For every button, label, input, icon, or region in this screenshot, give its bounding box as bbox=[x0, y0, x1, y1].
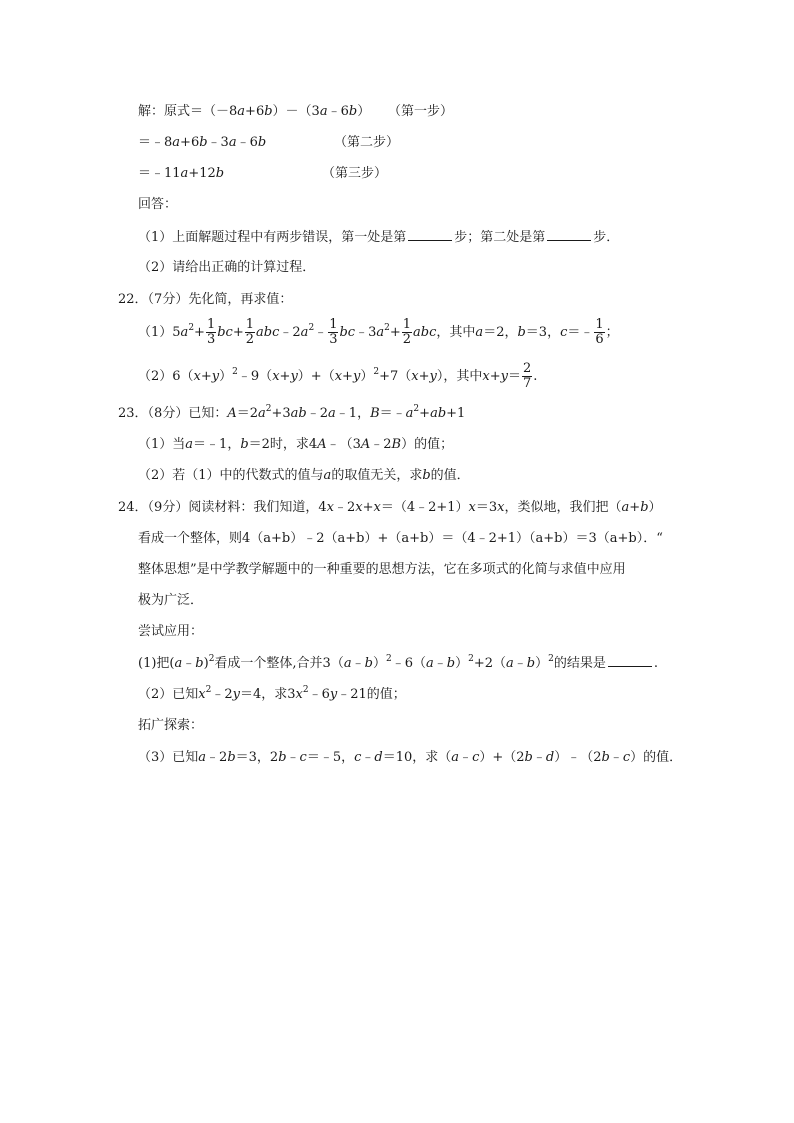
var: bc bbox=[339, 325, 356, 340]
exponent: 2 bbox=[468, 654, 474, 664]
step-label-1: （第一步） bbox=[388, 104, 454, 119]
var: x bbox=[193, 369, 201, 384]
text: ＝3 bbox=[475, 500, 498, 515]
var: b bbox=[264, 104, 273, 119]
var: b bbox=[422, 468, 431, 483]
text: ﹣ bbox=[351, 656, 365, 671]
var: bc bbox=[217, 325, 233, 340]
text: ＝﹣ bbox=[379, 406, 406, 421]
text: + bbox=[629, 500, 641, 515]
fraction bbox=[522, 362, 532, 391]
text: ，其中 bbox=[436, 325, 476, 340]
var: b bbox=[446, 656, 456, 671]
exponent: 2 bbox=[302, 685, 309, 695]
text: ＝﹣11 bbox=[138, 166, 181, 181]
var: x bbox=[468, 500, 476, 515]
text: 的值． bbox=[430, 468, 470, 483]
text: ﹣6（ bbox=[391, 656, 426, 671]
var: x bbox=[198, 687, 206, 702]
text: 解：原式＝（－8 bbox=[138, 104, 238, 119]
text: ＝2时，求4 bbox=[248, 437, 318, 452]
var: b bbox=[601, 750, 610, 765]
text: 的结果是 bbox=[553, 656, 606, 671]
text: ﹣ bbox=[609, 750, 623, 765]
var: a bbox=[425, 656, 434, 671]
text: ＝﹣1， bbox=[193, 437, 241, 452]
fraction bbox=[206, 318, 216, 347]
var: a bbox=[172, 135, 181, 150]
answer-blank bbox=[608, 654, 652, 667]
text: （3）已知 bbox=[138, 750, 199, 765]
text: ＝﹣ bbox=[567, 325, 594, 340]
text: ﹣2 bbox=[279, 325, 301, 340]
exponent: 2 bbox=[413, 404, 420, 414]
text: 步；第二处是第 bbox=[454, 230, 546, 245]
exponent: 2 bbox=[188, 323, 195, 333]
var: a bbox=[343, 656, 352, 671]
text: . bbox=[653, 656, 659, 671]
denominator: 3 bbox=[206, 332, 216, 347]
text: + bbox=[194, 325, 205, 340]
problem-24-1 bbox=[138, 654, 658, 673]
var: a bbox=[451, 750, 460, 765]
text: ） bbox=[535, 656, 549, 671]
text: ＝4，求3 bbox=[240, 687, 296, 702]
text: ﹣ bbox=[286, 750, 300, 765]
text: ） bbox=[455, 656, 469, 671]
var: b bbox=[278, 750, 287, 765]
text: ＝2 bbox=[236, 406, 258, 421]
var: x bbox=[373, 500, 381, 515]
exponent: 2 bbox=[373, 367, 380, 377]
text: ），其中 bbox=[436, 369, 483, 384]
text: ﹣2 bbox=[206, 750, 228, 765]
exponent: 2 bbox=[385, 654, 392, 664]
exponent: 2 bbox=[205, 685, 212, 695]
text: . bbox=[533, 369, 538, 384]
denominator: 6 bbox=[595, 332, 604, 347]
text: （1）当 bbox=[138, 437, 186, 452]
var: y bbox=[429, 369, 437, 384]
text: +12 bbox=[188, 166, 216, 181]
var: a bbox=[180, 166, 189, 181]
text: ＝ bbox=[507, 369, 521, 384]
text: ＝2， bbox=[483, 325, 518, 340]
text: +6 bbox=[245, 104, 265, 119]
var: a bbox=[319, 104, 328, 119]
text: ﹣2 bbox=[211, 687, 233, 702]
var: a bbox=[180, 325, 189, 340]
text: ﹣9（ bbox=[237, 369, 273, 384]
text: +1 bbox=[446, 406, 466, 421]
text: ）的值； bbox=[401, 437, 454, 452]
var: a bbox=[174, 656, 183, 671]
var: x bbox=[411, 369, 419, 384]
var: d bbox=[545, 750, 555, 765]
var: a bbox=[185, 437, 194, 452]
exponent: 2 bbox=[265, 404, 272, 414]
var: b bbox=[215, 166, 225, 181]
numerator: 1 bbox=[402, 317, 412, 332]
exponent: 2 bbox=[384, 323, 390, 333]
problem-23-2 bbox=[138, 467, 470, 485]
problem-24-line-3: 整体思想”是中学教学解题中的一种重要的思想方法，它在多项式的化简与求值中应用 bbox=[138, 562, 626, 577]
var: c bbox=[622, 750, 631, 765]
text: ，类似地，我们把（ bbox=[504, 500, 622, 515]
var: b bbox=[364, 656, 373, 671]
text: ﹣ bbox=[433, 656, 447, 671]
numerator: 1 bbox=[595, 317, 604, 332]
problem-24-3 bbox=[138, 749, 682, 767]
text: 步． bbox=[593, 230, 620, 245]
text: + bbox=[418, 369, 430, 384]
var: b bbox=[517, 325, 526, 340]
text: ）+（2 bbox=[479, 750, 525, 765]
text: ) bbox=[203, 656, 209, 671]
var: x bbox=[326, 500, 334, 515]
text: ﹣（3 bbox=[326, 437, 361, 452]
var: y bbox=[290, 369, 298, 384]
exponent: 2 bbox=[308, 323, 315, 333]
var: a bbox=[228, 135, 237, 150]
problem-22-1 bbox=[138, 318, 619, 347]
text: ﹣3 bbox=[355, 325, 377, 340]
text: 23．（8分）已知： bbox=[118, 406, 228, 421]
text: ＝3， bbox=[525, 325, 561, 340]
var: b bbox=[526, 656, 536, 671]
text: ﹣ bbox=[182, 656, 196, 671]
answer-label: 回答： bbox=[138, 197, 178, 212]
var: b bbox=[640, 500, 649, 515]
var: A bbox=[360, 437, 371, 452]
var: x bbox=[355, 500, 363, 515]
expand-label: 拓广探索： bbox=[138, 718, 204, 733]
var: a bbox=[300, 325, 309, 340]
text: ） bbox=[219, 369, 233, 384]
numerator: 1 bbox=[329, 317, 338, 332]
var: y bbox=[232, 687, 240, 702]
var: ab bbox=[290, 406, 307, 421]
text: ﹣6 bbox=[308, 687, 330, 702]
text: ）﹣（2 bbox=[554, 750, 602, 765]
var: b bbox=[199, 135, 208, 150]
numerator: 1 bbox=[206, 317, 216, 332]
var: abc bbox=[413, 325, 437, 340]
text: ﹣6 bbox=[327, 104, 349, 119]
text: +3 bbox=[271, 406, 291, 421]
var: x bbox=[482, 369, 490, 384]
problem-22-2 bbox=[138, 362, 537, 391]
denominator: 7 bbox=[522, 376, 532, 391]
text: + bbox=[489, 369, 501, 384]
fraction bbox=[328, 318, 338, 347]
text: （2）已知 bbox=[138, 687, 199, 702]
numerator: 1 bbox=[245, 317, 255, 332]
step-label-3: （第三步） bbox=[322, 166, 388, 181]
text: + bbox=[279, 369, 291, 384]
exponent: 2 bbox=[232, 367, 238, 377]
var: b bbox=[227, 750, 236, 765]
var: a bbox=[621, 500, 630, 515]
text: ﹣ bbox=[459, 750, 473, 765]
text: ） bbox=[648, 500, 662, 515]
var: x bbox=[295, 687, 303, 702]
var: a bbox=[237, 104, 246, 119]
text: 的取值无关，求 bbox=[331, 468, 423, 483]
var: b bbox=[257, 135, 267, 150]
step-label-2: （第二步） bbox=[334, 135, 400, 150]
var: c bbox=[472, 750, 480, 765]
text: ； bbox=[605, 325, 619, 340]
var: a bbox=[258, 406, 266, 421]
solution-step-3 bbox=[138, 165, 224, 183]
text: ﹣ bbox=[361, 750, 375, 765]
var: b bbox=[195, 656, 204, 671]
var: c bbox=[560, 325, 568, 340]
denominator: 2 bbox=[402, 332, 412, 347]
var: B bbox=[391, 437, 402, 452]
text: ＝﹣8 bbox=[138, 135, 173, 150]
denominator: 3 bbox=[329, 332, 338, 347]
text: ﹣6 bbox=[236, 135, 258, 150]
denominator: 2 bbox=[245, 332, 255, 347]
var: y bbox=[329, 687, 338, 702]
var: a bbox=[376, 325, 385, 340]
text: ）+（ bbox=[297, 369, 335, 384]
answer-blank bbox=[547, 228, 591, 241]
text: ） bbox=[372, 656, 386, 671]
problem-24-line-2: 看成一个整体，则4（a+b）﹣2（a+b）+（a+b）＝（4﹣2+1）（a+b）＝3（a+b）．“ bbox=[138, 531, 663, 546]
text: （1）上面解题过程中有两步错误，第一处是第 bbox=[138, 230, 407, 245]
text: ﹣3 bbox=[207, 135, 229, 150]
question-21-1 bbox=[138, 228, 619, 247]
var: A bbox=[317, 437, 327, 452]
var: x bbox=[334, 369, 343, 384]
question-21-2: （2）请给出正确的计算过程． bbox=[138, 260, 316, 275]
text: （1）5 bbox=[138, 325, 181, 340]
answer-blank bbox=[408, 228, 452, 241]
var: y bbox=[352, 369, 361, 384]
text: ﹣2 bbox=[333, 500, 356, 515]
var: c bbox=[299, 750, 307, 765]
text: ） bbox=[360, 369, 374, 384]
problem-24-heading bbox=[118, 499, 662, 517]
var: c bbox=[354, 750, 362, 765]
numerator: 2 bbox=[522, 361, 532, 376]
text: + bbox=[362, 500, 374, 515]
text: + bbox=[419, 406, 431, 421]
text: ﹣ bbox=[532, 750, 546, 765]
problem-22-heading: 22．（7分）先化简，再求值： bbox=[118, 292, 293, 307]
exponent: 2 bbox=[548, 654, 554, 664]
var: b bbox=[240, 437, 249, 452]
text: ＝﹣5， bbox=[306, 750, 355, 765]
text: ＝3，2 bbox=[235, 750, 279, 765]
text: （2）若（1）中的代数式的值与 bbox=[138, 468, 324, 483]
text: ）－（3 bbox=[272, 104, 320, 119]
var: a bbox=[475, 325, 484, 340]
var: A bbox=[227, 406, 237, 421]
var: a bbox=[506, 656, 514, 671]
text: ） bbox=[357, 104, 371, 119]
var: a bbox=[198, 750, 207, 765]
problem-23-1 bbox=[138, 436, 453, 454]
problem-23-heading bbox=[118, 405, 465, 423]
text: ）的值． bbox=[630, 750, 683, 765]
fraction bbox=[245, 318, 255, 347]
problem-24-2 bbox=[138, 686, 406, 704]
text: +6 bbox=[180, 135, 200, 150]
text: (1)把( bbox=[138, 656, 175, 671]
var: x bbox=[497, 500, 505, 515]
text: ﹣2 bbox=[370, 437, 392, 452]
text: + bbox=[200, 369, 212, 384]
problem-24-line-4: 极为广泛． bbox=[138, 593, 204, 608]
var: x bbox=[272, 369, 280, 384]
solution-step-2 bbox=[138, 134, 266, 152]
text: ﹣21的值； bbox=[337, 687, 406, 702]
text: + bbox=[389, 325, 401, 340]
fraction bbox=[594, 318, 604, 347]
text: （2）6（ bbox=[138, 369, 194, 384]
var: y bbox=[211, 369, 220, 384]
text: ＝10，求（ bbox=[382, 750, 452, 765]
text: + bbox=[342, 369, 353, 384]
try-label: 尝试应用： bbox=[138, 624, 204, 639]
var: d bbox=[374, 750, 383, 765]
text: +2（ bbox=[473, 656, 506, 671]
exponent: 2 bbox=[208, 654, 215, 664]
var: b bbox=[348, 104, 358, 119]
text: 24．（9分）阅读材料：我们知道，4 bbox=[118, 500, 327, 515]
fraction bbox=[402, 318, 412, 347]
var: B bbox=[370, 406, 380, 421]
var: ab bbox=[430, 406, 447, 421]
text: ＝（4﹣2+1） bbox=[380, 500, 469, 515]
var: a bbox=[323, 468, 332, 483]
text: +7（ bbox=[379, 369, 412, 384]
text: + bbox=[232, 325, 244, 340]
var: y bbox=[500, 369, 508, 384]
var: b bbox=[524, 750, 533, 765]
text: ﹣ bbox=[314, 325, 328, 340]
text: 看成一个整体,合并3（ bbox=[214, 656, 344, 671]
var: abc bbox=[256, 325, 280, 340]
text: ﹣1， bbox=[335, 406, 371, 421]
solution-step-1 bbox=[138, 103, 370, 121]
var: a bbox=[328, 406, 336, 421]
text: ﹣2 bbox=[306, 406, 329, 421]
var: a bbox=[405, 406, 414, 421]
text: ﹣ bbox=[513, 656, 527, 671]
